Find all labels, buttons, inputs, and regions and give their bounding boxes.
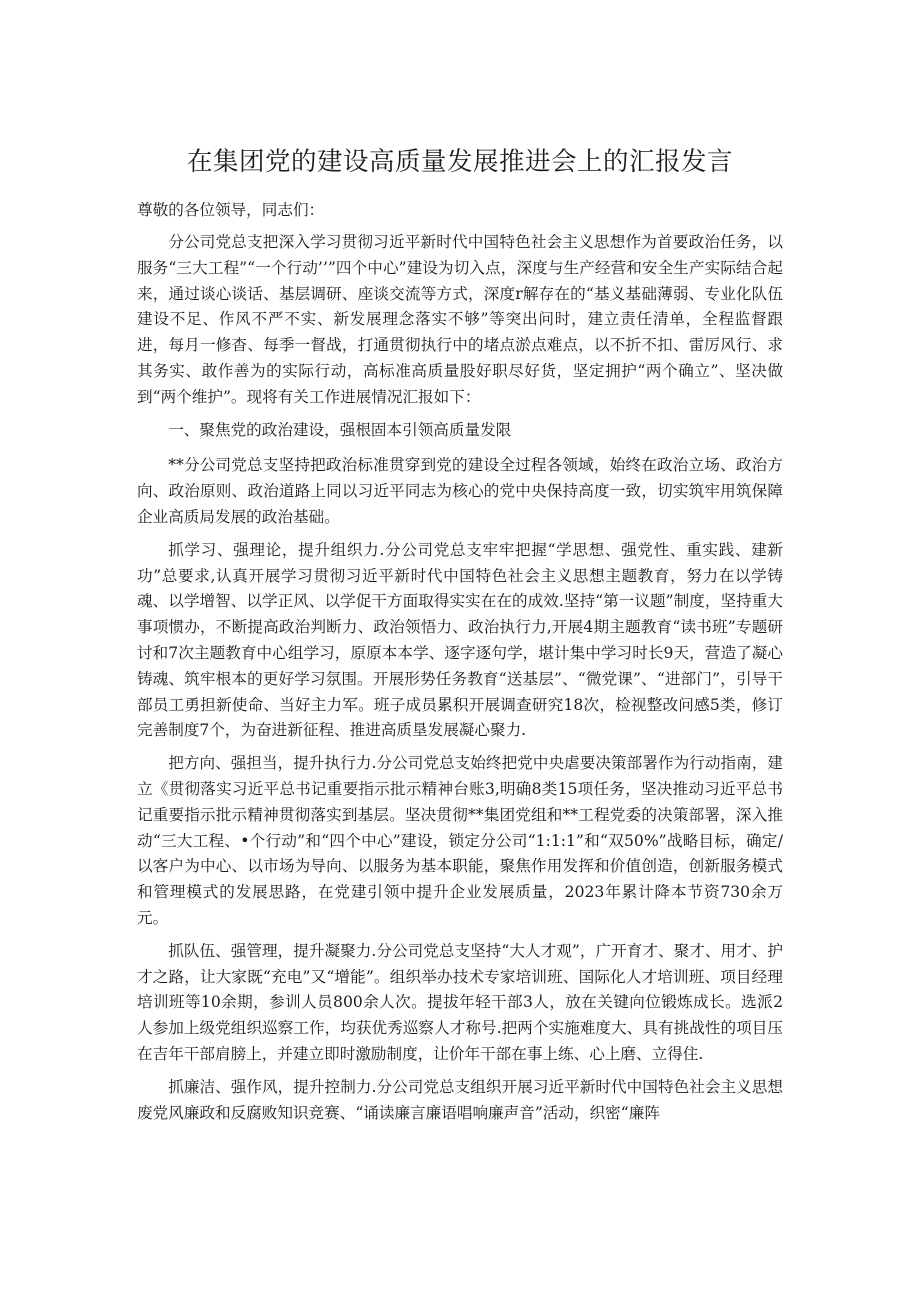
- greeting: 尊敬的各位领导，同志们：: [137, 201, 325, 219]
- paragraph-intro: 分公司党总支把深入学习贯彻习近平新时代中国特色社会主义思想作为首要政治任务，以服务“三大工程”“一个行动’’”四个中心”建设为切入点，深度与生产经营和安全生产实际结合起来，通过谈心谈话、基层调研、座谈交流等方式，深度r解存在的“基义基础薄弱、专业化队伍建设不足、作风不严不实、新发展理念落实不够”等突出问时，建立责任清单，全程监督跟进，每月一修杳、每季一督战，打通贯彻执行中的堵点淤点难点，以不折不扣、雷厉风行、求其务实、敢作善为的实际行动，高标准高质量股好职尽好货，坚定拥护“两个确立”、坚决做到“两个维护”。现将有关工作进展情况汇报如下：: [137, 233, 783, 406]
- document-body: [137, 230, 783, 1133]
- paragraph: 抓队伍、强管理，提升凝聚力.分公司党总支坚持“大人才观”，广开育才、聚才、用才、护才之路，让大家既“充电”又“增能”。组织举办技术专家培训班、国际化人才培训班、项目经理培训班等10余期，参训人员800余人次。提拔年轻干部3人，放在关键向位锻炼成长。选派2人参加上级党组织巡察工作，均获优秀巡察人才称号.把两个实施难度大、具有挑战性的项目压在吉年干部肩膀上，并建立即时激励制度，让价年干部在事上练、心上磨、立得住.: [137, 941, 783, 1063]
- paragraph: 抓廉洁、强作风，提升控制力.分公司党总支组织开展习近平新时代中国特色社会主义思想废党风廉政和反腐败知识竞赛、“诵读廉言廉语唱响廉声音”活动，织密“廉阵: [137, 1077, 783, 1122]
- paragraph: 把方向、强担当，提升执行力.分公司党总支始终把党中央虐要决策部署作为行动指南，建立《贯彻落实习近平总书记重要指示批示精神台账3,明确8类15项任务，坚决推动习近平总书记重要指示批示精神贯彻落实到基层。坚决贯彻**集团党组和**工程党委的决策部署，深入推动“三大工程、•个行动”和“四个中心”建设，锁定分公司“1:1:1”和“双50%”战略目标，确定/以客户为中心、以市场为导向、以服务为基本职能，聚焦作用发挥和价值创造，创新服务模式和管理模式的发展思路，在党建引领中提升企业发展质量，2023年累计降本节资730余万元。: [137, 754, 783, 927]
- paragraph: **分公司党总支坚持把政治标准贯穿到党的建设全过程各领域，始终在政治立场、政治方向、政治原则、政治道路上同以习近平同志为核心的党中央保持高度一致，切实筑牢用筑保障企业高质局发展的政治基础。: [137, 456, 783, 526]
- section-heading: 一、聚焦党的政治建设，强根固本引领高质量发限: [168, 420, 512, 439]
- paragraph: 抓学习、强理论，提升组织力.分公司党总支牢牢把握“学思想、强党性、重实践、建新功”总要求,认真开展学习贯彻习近平新时代中国特色社会主义思想主题教育，努力在以学铸魂、以学增智、以学正风、以学促干方面取得实实在在的成效.坚持“第一议题”制度，坚持重大事项惯办，不断提高政治判断力、政治领悟力、政治执行力,开展4期主题教育“读书班”专题研讨和7次主题教育中心组学习，原原本本学、逐字逐句学，堪计集中学习时长9天，营造了凝心铸魂、筑牢根本的更好学习氛围。开展形势任务教育“送基层”、“微党课”、“进部门”，引导干部员工勇担新使命、当好主力军。班子成员累积开展调查研究18次，检视整改问感5类，修订完善制度7个，为奋进新征程、推进高质垦发展凝心聚力.: [137, 540, 783, 740]
- document-title: 在集团党的建设高质量发展推进会上的汇报发言: [186, 147, 733, 177]
